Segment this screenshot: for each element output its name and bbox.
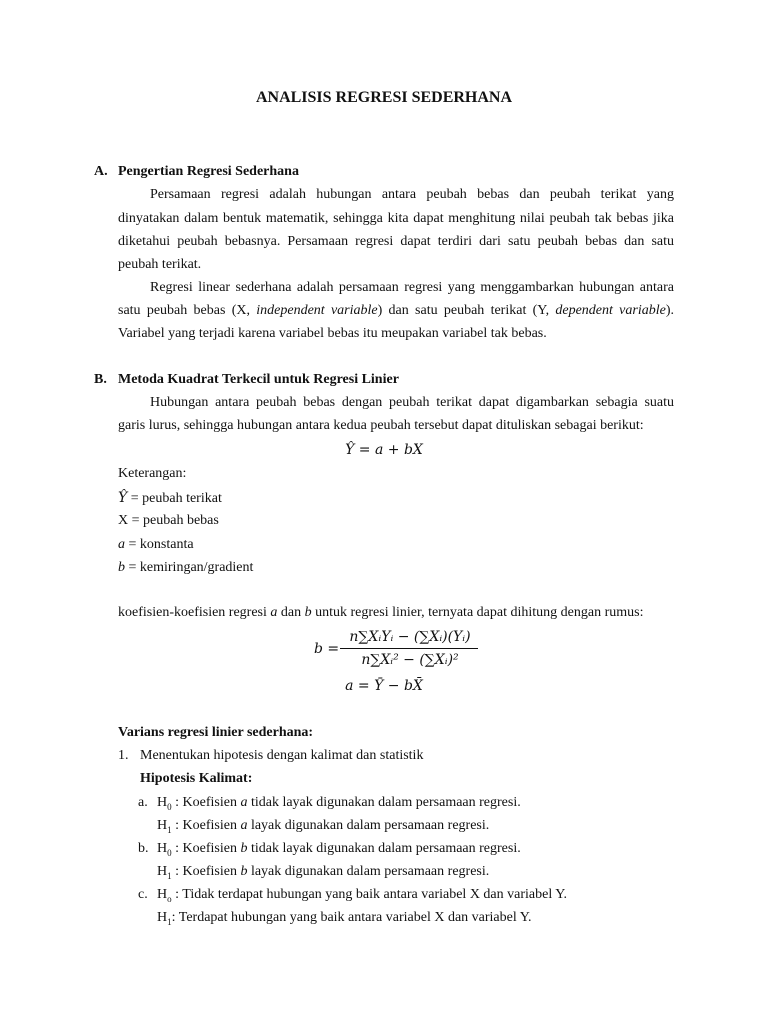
hipotesis-b-h1: $H_1$ : Koefisien b layak digunakan dalam persamaan regresi. [157, 864, 490, 881]
section-a-p1-line2: dinyatakan dalam bentuk matematik, sehingga kita dapat menghitung nilai peubah tak bebas jika [118, 211, 674, 226]
formula-b-numerator: n∑XᵢYᵢ − (∑Xᵢ)(Yᵢ) [349, 629, 471, 645]
regression-equation: Ŷ = a + bX [345, 442, 423, 458]
section-a-p1-line1: Persamaan regresi adalah hubungan antara peubah bebas dan peubah terikat yang [150, 187, 674, 202]
page-title: ANALISIS REGRESI SEDERHANA [255, 89, 513, 106]
def-b: b = kemiringan/gradient [118, 560, 254, 575]
keterangan-label: Keterangan: [118, 466, 187, 481]
section-b-p1-line1: Hubungan antara peubah bebas dengan peubah terikat dapat digambarkan sebagia suatu [150, 395, 674, 410]
hipotesis-a-h1: $H_1$ : Koefisien a layak digunakan dalam persamaan regresi. [157, 818, 490, 835]
hipotesis-c-h1: $H_1$: Terdapat hubungan yang baik antara variabel X dan variabel Y. [157, 910, 532, 927]
section-a-marker: A. [94, 164, 108, 179]
section-a-heading: Pengertian Regresi Sederhana [118, 164, 299, 179]
hipotesis-a-h0: $H_0$ : Koefisien a tidak layak digunakan dalam persamaan regresi. [157, 795, 521, 812]
varians-heading: Varians regresi linier sederhana: [118, 725, 314, 740]
section-a-p2-line2: satu peubah bebas (X, independent variable) dan satu peubah terikat (Y, dependent variable). [118, 303, 674, 318]
section-b-marker: B. [94, 372, 107, 387]
koefisien-sentence: koefisien-koefisien regresi a dan b untuk regresi linier, ternyata dapat dihitung dengan rumus: [118, 605, 644, 620]
formula-b-denominator: n∑Xᵢ² − (∑Xᵢ)² [361, 652, 459, 668]
varians-item1-text: Menentukan hipotesis dengan kalimat dan statistik [140, 748, 424, 763]
section-a-p1-line3: diketahui peubah bebasnya. Persamaan regresi dapat terdiri dari satu peubah bebas dan satu [118, 234, 674, 249]
def-x: X = peubah bebas [118, 513, 219, 528]
formula-b-fraction-bar [340, 648, 478, 649]
formula-b-lhs: b = [314, 641, 340, 657]
hipotesis-kalimat-heading: Hipotesis Kalimat: [140, 771, 253, 786]
section-a-p1-line4: peubah terikat. [118, 257, 202, 272]
section-a-p2-line3: Variabel yang terjadi karena variabel bebas itu meupakan variabel tak bebas. [118, 326, 547, 341]
hipotesis-b-h0: $H_0$ : Koefisien b tidak layak digunakan dalam persamaan regresi. [157, 841, 521, 858]
section-b-p1-line2: garis lurus, sehingga hubungan antara kedua peubah tersebut dapat dituliskan sebagai berikut: [118, 418, 644, 433]
section-a-p2-line1: Regresi linear sederhana adalah persamaan regresi yang menggambarkan hubungan antara [150, 280, 674, 295]
formula-a: a = Ȳ − bX̄ [345, 678, 423, 694]
varians-item1-number: 1. [118, 748, 129, 763]
def-a: a = konstanta [118, 537, 194, 552]
hipotesis-c-h0: $H_o$ : Tidak terdapat hubungan yang baik antara variabel X dan variabel Y. [157, 887, 568, 904]
section-b-heading: Metoda Kuadrat Terkecil untuk Regresi Linier [118, 372, 399, 387]
hipotesis-a-letter: a. [138, 795, 148, 810]
def-y-hat: Ŷ = peubah terikat [118, 490, 222, 506]
hipotesis-b-letter: b. [138, 841, 149, 856]
hipotesis-c-letter: c. [138, 887, 148, 902]
